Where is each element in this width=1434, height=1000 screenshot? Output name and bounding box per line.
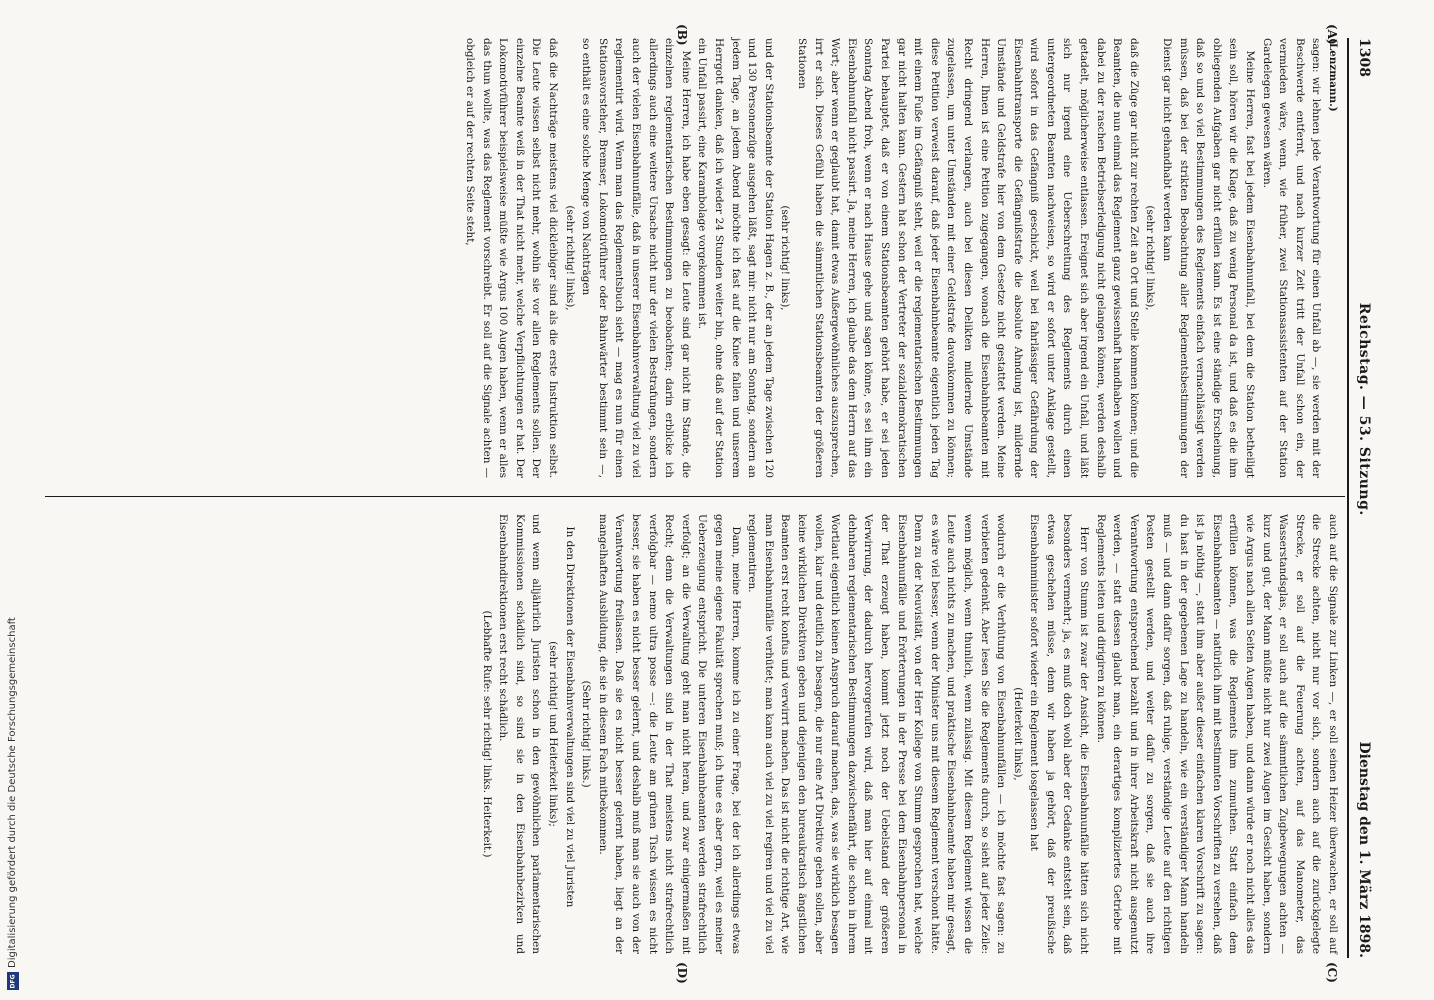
newspaper-page bbox=[34, 24, 1379, 984]
paragraph: daß die Züge gar nicht zur rechten Zeit an Ort und Stelle kommen können; und die Beamten, die nun einmal das Reglement ganz gewissenhaft handhaben wollen und dabei zu der raschen Betriebserledigung nicht gelangen können, werden deshalb getadelt, möglicherweise entlassen. Ereignet sich aber irgend ein Unfall, und läßt sich nur irgend eine Ueberschreitung des Reglements durch einen untergeordneten Beamten nachweisen, so wird er sofort unter Anklage gestellt, wird sofort in das Gefängniß geschickt, weil bei fahrlässiger Gefährdung der Eisenbahntransporte die Gefängnißstrafe die absolute Ahndung ist, mildernde Umstände und Geldstrafe hier von dem Gesetze nicht gestattet werden. Meine Herren, Ihnen ist eine Petition zugegangen, wonach die Eisenbahnbeamten mit Recht dringend verlangen, auch bei diesen Delikten mildernde Umstände zugelassen, um unter Umständen mit einer Geldstrafe davonkommen zu können; diese Petition verweist darauf, daß jeder Eisenbahnbeamte eigentlich jeden Tag mit einem Fuße im Gefängniß steht, weil er die reglementarischen Bestimmungen gar nicht halten kann. Gestern hat schon der Vertreter der sozialdemokratischen Partei behauptet, daß er von einem Stationsbeamten gehört habe, er sei jeden Sonntag Abend froh, wenn er nach Hause gehe und sagen könne, es sei ihm ein Eisenbahnunfall nicht passirt. Ja, meine Herren, ich glaube das dem Herrn auf das Wort; aber wenn er geglaubt hat, damit etwas Außergewöhnliches auszusprechen, irrt er sich. Dieses Gefühl haben die sämmtlichen Stationsbeamten der größeren Stationen bbox=[796, 38, 1140, 478]
paragraph: Dann, meine Herren, komme ich zu einer Frage, bei der ich allerdings etwas gegen meine eigene Fakultät sprechen muß; ich thue es aber gern, weil es meiner Ueberzeugung entspricht. Die unteren Eisenbahnbeamten werden strafrechtlich verfolgt; an die Verwaltung geht man nicht heran, und zwar einigermaßen mit Recht; denn die Verwaltungen sind in der That meistens nicht strafrechtlich verfolgbar — nemo ultra posse —: die Leute am grünen Tisch wissen es nicht besser, sie haben es nicht besser gelernt, und deshalb muß man sie auch von der Verantwortung freilassen. Daß sie es nicht besser gelernt haben, liegt an der mangelhaften Ausbildung, die sie in diesem Fach mitbekommen. bbox=[596, 514, 742, 954]
interjection-remark: (Lebhafte Rufe: sehr richtig! links. Heiterkeit.) bbox=[480, 610, 493, 858]
paragraph: und der Stationsbeamte der Station Hagen z. B., der an jedem Tage zwischen 120 und 130 Personenzüge ausgehen läßt, sagt mir: nicht nur am Sonntag, sondern an jedem Tage, an jedem Abend möchte ich fast auf die Kniee fallen und unserem Herrgott danken, daß ich wieder 24 Stunden weiter bin, ohne daß auf der Station ein Unfall passirt, eine Karambolage vorgekommen ist. bbox=[696, 38, 775, 478]
column-divider bbox=[45, 496, 1345, 497]
credit-text: Digitalisierung gefördert durch die Deutsche Forschungsgemeinschaft bbox=[7, 617, 18, 968]
paragraph: wodurch er die Verhütung von Eisenbahnunfällen — ich möchte fast sagen: zu verbieten gedenkt. Aber lesen Sie die Reglements durch, so sieht auf jeder Zeile: wenn möglich, wenn thunlich, wenn zulässig. Mit diesem Reglement wissen die Leute auch nichts zu machen, und praktische Eisenbahnbeamte haben mir gesagt, es wäre viel besser, wenn der Minister uns mit diesem Reglement verschont hätte. Denn zu der Neuvisität, von der Herr Kollege von Stumm gesprochen hat, welche Eisenbahnunfälle und Erörterungen in der Presse bei dem Eisenbahnpersonal in der That erzeugt haben, kommt jetzt noch der Uebelstand der größeren Verwirrung, der dadurch hervorgerufen wird, daß man hier auf einmal mit dehnbaren reglementarischen Bestimmungen dazwischenfährt, die schon in ihrem Wortlaut eigentlich keinen Anspruch darauf machen, das, was sie wirklich besagen wollen, klar und deutlich zu besagen, die nur eine Art Direktive geben sollen, aber keine wirklichen Direktiven geben und diejenigen den bureaukratisch ängstlichen Beamten erst recht konfus und verwirrt machen. Das ist nicht die richtige Art, wie man Eisenbahnunfälle verhütet; man kann auch viel zu viel regiren und viel zu viel reglementiren. bbox=[746, 514, 1008, 954]
margin-marker-d: (D) bbox=[675, 962, 689, 984]
paragraph: Meine Herren, fast bei jedem Eisenbahnunfall, bei dem die Station betheiligt sein soll, hören wir die Klage, daß zu wenig Personal da ist, und daß es die ihm obliegenden Aufgaben gar nicht erfüllen kann. Es ist eine ständige Erscheinung, daß so und so viel Bestimmungen des Reglements einfach vernachlässigt werden müssen, daß bei der strikten Beobachtung aller Reglementsbestimmungen der Dienst gar nicht gehandhabt werden kann bbox=[1161, 38, 1257, 478]
interjection-remark: (sehr richtig! links), bbox=[563, 205, 576, 311]
digitization-credit bbox=[4, 4, 18, 994]
interjection-remark: (Sehr richtig! links.) bbox=[580, 680, 593, 788]
margin-marker-a: (A) bbox=[1325, 24, 1339, 45]
paragraph: In den Direktionen der Eisenbahnverwaltungen sind viel zu viel Juristen bbox=[563, 526, 576, 908]
interjection-remark: (sehr richtig! links), bbox=[1144, 205, 1157, 311]
paragraph: Meine Herren, ich habe eben gesagt: die Leute sind gar nicht im Stande, die einzelnen reglementarischen Bestimmungen zu beobachten; darin erblicke ich allerdings auch eine weitere Ursache nicht nur der vielen Bestrafungen, sondern auch der vielen Eisenbahnunfälle, daß in unserer Eisenbahnverwaltung viel zu viel reglementirt wird. Wenn man das Reglementsbuch sieht — mag es nun für einen Stationsvorsteher, Bremser, Lokomotivführer oder Bahnwärter bestimmt sein —, so enthält es eine solche Menge von Nachträgen bbox=[580, 38, 692, 478]
session-date: Dienstag den 1. März 1898. bbox=[1356, 741, 1372, 958]
paragraph: Herr von Stumm ist zwar der Ansicht, die Eisenbahnunfälle hätten sich nicht besonders vermehrt; ja, es muß doch wohl aber der Gedanke entsteht sein, daß etwas geschehen müsse, denn wir haben ja gehört, daß der preußische Eisenbahnminister sofort wieder ein Reglement losgelassen hat bbox=[1028, 514, 1091, 954]
interjection-remark: (sehr richtig! und Heiterkeit links); bbox=[547, 641, 560, 827]
right-column bbox=[478, 514, 1341, 954]
paragraph: daß die Nachträge meistens viel dickleibiger sind als die erste Instruktion selbst. Die Leute wissen selbst nicht mehr, wohin sie vor allen Reglements sollen. Der einzelne Beamte weiß in der That nicht mehr, welche Verpflichtungen er hat. Der Lokomotivführer beispielsweise müßte wie Argus 100 Augen haben, wenn er alles das thun wollte, was das Reglement vorschreibt. Er soll auf die Signale achten — obgleich er auf der rechten Seite steht, bbox=[464, 38, 560, 478]
paragraph: auch auf die Signale zur Linken —, er soll seinen Heizer überwachen, er soll auf die Strecke achten, nicht nur vor sich, sondern auch auf die zurückgelegte Strecke, er soll auf die Feuerung achten, auf das Manometer, das Wasserstandsglas, er soll auch auf die sämmtlichen Zugbewegungen achten — kurz und gut, der Mann müßte nicht nur zwei Augen im Gesicht haben, sondern wie Argus nach allen Seiten Augen haben, und dann würde er noch nicht alles das erfüllen können, was die Reglements ihm zumuthen. Statt einfach dem Eisenbahnbeamten — natürlich ihm mit bestimmten Vorschriften zu versehen, daß ist ja nöthig —, statt ihm aber außer dieser einfachen klaren Vorschrift zu sagen: du hast in der gegebenen Lage zu handeln, wie ein verständiger Mann handeln muß — und dann dafür sorgen, daß ruhige, verständige Leute auf den richtigen Posten gestellt werden, und weiter dafür zu sorgen, daß sie auch ihre Verantwortung entsprechend bezahlt und in ihrer Arbeitskraft nicht ausgenutzt werden, — statt dessen glaubt man, ein derartiges kompliziertes Getriebe mit Reglements leiten und dirigiren zu können. bbox=[1094, 514, 1339, 954]
interjection-remark: (sehr richtig! links), bbox=[779, 205, 792, 311]
dfg-logo bbox=[7, 972, 19, 990]
interjection-remark: (Heiterkeit links), bbox=[1011, 687, 1024, 781]
session-title: Reichstag. — 53. Sitzung. bbox=[1356, 302, 1372, 516]
paragraph: sagen: wir lehnen jede Verantwortung für einen Unfall ab —, sie werden mit der Beschwerde entfernt, und nach kurzer Zeit tritt der Unfall schon ein, der vermieden wäre, wenn, wie früher, zwei Stationsassistenten auf der Station Gardelegen gewesen wären. bbox=[1260, 38, 1323, 478]
page-header bbox=[1347, 38, 1379, 958]
margin-marker-c: (C) bbox=[1325, 962, 1339, 983]
speaker-name: (Lenzmann.) bbox=[1327, 38, 1339, 112]
margin-marker-b: (B) bbox=[675, 24, 689, 46]
page-number: 1308 bbox=[1356, 38, 1372, 77]
left-column bbox=[462, 38, 1341, 478]
paragraph: und wenn alljährlich Juristen schon in den gewöhnlichen parlamentarischen Kommissionen schädlich sind, so sind sie in den Eisenbahnbezirken und Eisenbahndirektionen erst recht schädlich. bbox=[497, 514, 543, 954]
dfg-logo-text: DFG bbox=[9, 973, 17, 989]
